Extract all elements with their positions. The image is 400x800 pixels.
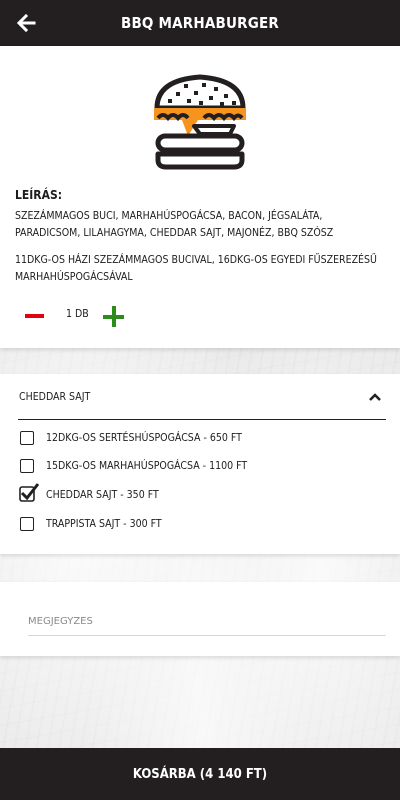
app-header bbox=[0, 0, 400, 46]
page-title: BBQ MARHABURGER bbox=[120, 14, 280, 32]
option-label: 12DKG-OS SERTÉSHÚSPOGÁCSA - 650 FT bbox=[46, 432, 242, 444]
burger-icon bbox=[154, 74, 246, 170]
options-title: CHEDDAR SAJT bbox=[19, 391, 91, 403]
checkbox[interactable] bbox=[20, 459, 34, 473]
back-button[interactable] bbox=[12, 9, 40, 37]
decrease-quantity-button[interactable] bbox=[25, 314, 44, 318]
options-accordion-header[interactable] bbox=[18, 374, 386, 420]
product-card bbox=[0, 46, 400, 348]
chevron-up-icon bbox=[368, 392, 382, 402]
option-item-trappista[interactable] bbox=[20, 514, 360, 534]
quantity-value: 1 DB bbox=[66, 308, 89, 320]
description-details: 11DKG-OS HÁZI SZEZÁMMAGOS BUCIVAL, 16DKG-OS EGYEDI FŰSZEREZÉSŰ MARHAHÚSPOGÁCSÁVAL bbox=[15, 254, 377, 283]
options-card bbox=[0, 374, 400, 554]
description-ingredients: SZEZÁMMAGOS BUCI, MARHAHÚSPOGÁCSA, BACON, JÉGSALÁTA, PARADICSOM, LILAHAGYMA, CHEDDAR SAJT, MAJONÉZ, BBQ SZÓSZ bbox=[15, 210, 334, 239]
note-input[interactable] bbox=[28, 608, 386, 636]
checkbox[interactable] bbox=[20, 517, 34, 531]
increase-quantity-button[interactable] bbox=[103, 306, 124, 327]
option-label: TRAPPISTA SAJT - 300 FT bbox=[46, 518, 162, 530]
option-item-beef-patty[interactable] bbox=[20, 456, 360, 476]
option-item-cheddar[interactable] bbox=[20, 485, 360, 505]
note-card bbox=[0, 582, 400, 656]
checkbox[interactable] bbox=[20, 431, 34, 445]
description-label: LEÍRÁS: bbox=[15, 188, 63, 202]
back-arrow-icon bbox=[16, 13, 36, 33]
option-item-pork-patty[interactable] bbox=[20, 428, 360, 448]
quantity-stepper bbox=[22, 304, 142, 328]
add-to-cart-label: KOSÁRBA (4 140 FT) bbox=[132, 766, 268, 782]
option-label: CHEDDAR SAJT - 350 FT bbox=[46, 489, 159, 501]
add-to-cart-button[interactable] bbox=[0, 748, 400, 800]
checkmark-icon[interactable] bbox=[18, 482, 40, 502]
option-label: 15DKG-OS MARHAHÚSPOGÁCSA - 1100 FT bbox=[46, 460, 248, 472]
